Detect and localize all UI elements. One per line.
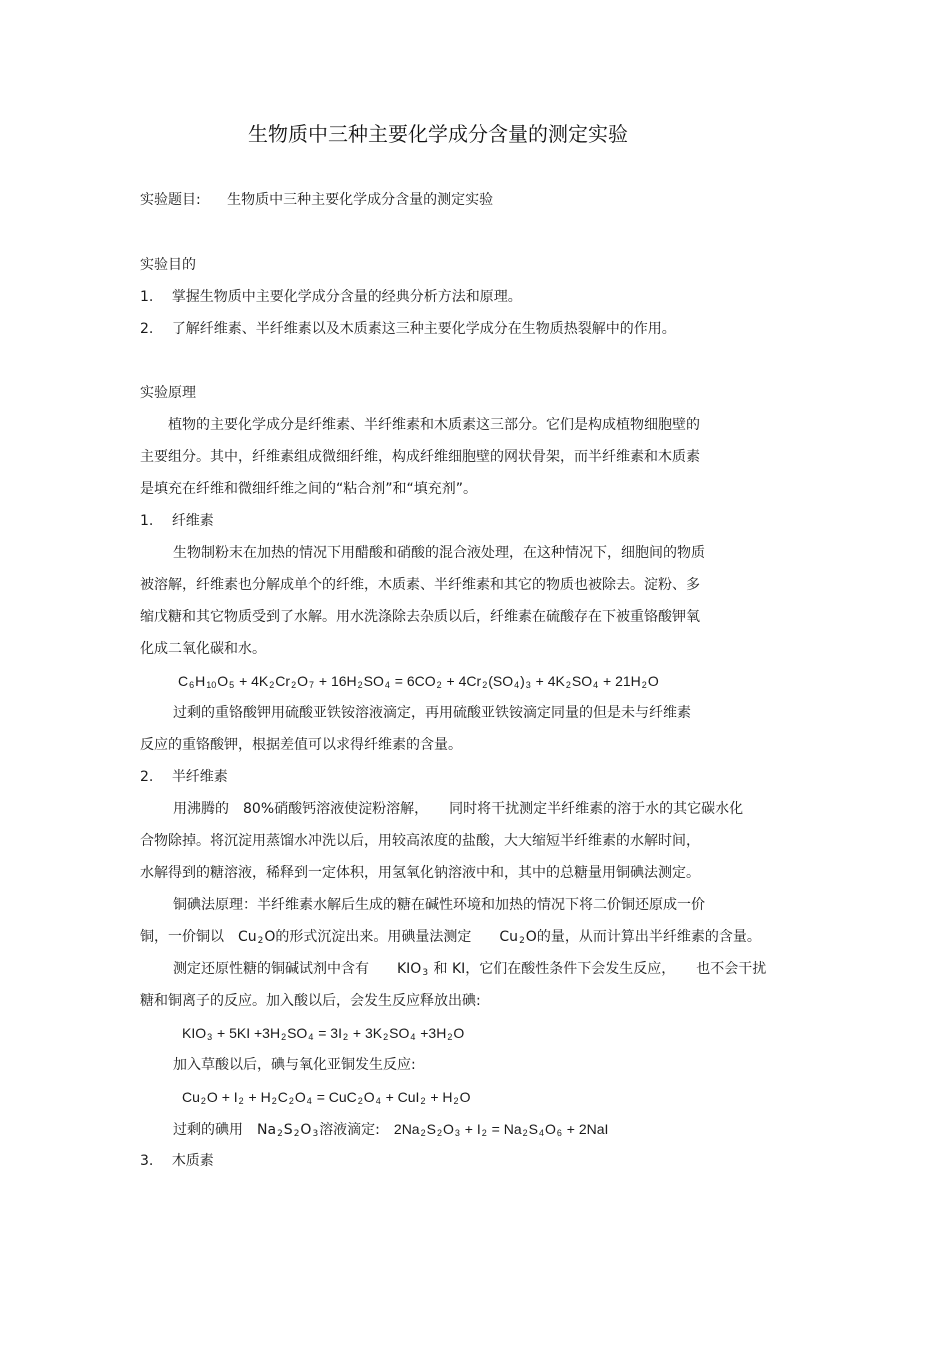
eq-part: Cu (182, 1089, 200, 1105)
eq-part: S (426, 1121, 436, 1137)
eq-subscript: 2 (357, 1096, 363, 1106)
eq-part: O (363, 1089, 375, 1105)
eq-part: SO (389, 1025, 410, 1041)
eq-subscript: 2 (481, 1128, 487, 1138)
eq-part: O (544, 1121, 556, 1137)
eq-subscript: 10 (206, 680, 217, 690)
text-part: O的量，从而计算出半纤维素的含量。 (525, 929, 761, 945)
eq-subscript: 2 (436, 680, 442, 690)
eq-part: O (647, 673, 659, 689)
cu-iodine-principle-line: 铜碘法原理：半纤维素水解后生成的糖在碱性环境和加热的情况下将二价铜还原成一价 (173, 897, 705, 913)
eq-part: O (459, 1089, 471, 1105)
eq-subscript: 4 (375, 1096, 381, 1106)
cu-iodine-principle-line (140, 928, 761, 948)
eq-part: = 6CO (390, 673, 436, 689)
eq-subscript: 2 (342, 1032, 348, 1042)
eq-part: 2Na (393, 1121, 420, 1137)
eq-subscript: 4 (410, 1032, 416, 1042)
eq-part: O (297, 673, 308, 689)
eq-subscript: 4 (538, 1128, 544, 1138)
eq-part: H (195, 673, 206, 689)
hemicellulose-heading (140, 768, 228, 786)
text-part: 和 KI，它们在酸性条件下会发生反应， 也不会干扰 (429, 961, 767, 977)
eq-part: O + I (206, 1089, 238, 1105)
eq-subscript: 4 (306, 1096, 312, 1106)
purpose-item (140, 320, 676, 338)
eq-subscript: 3 (207, 1032, 213, 1042)
thiosulfate-equation (394, 1121, 609, 1137)
text-subscript: 2 (277, 1129, 283, 1139)
eq-part: + 4Cr (442, 673, 482, 689)
eq-subscript: 2 (383, 1032, 389, 1042)
eq-part: SO (571, 673, 593, 689)
eq-part: O (453, 1025, 465, 1041)
eq-subscript: 2 (482, 680, 488, 690)
eq-part: + 5KI +3H (213, 1025, 281, 1041)
text-part: 测定还原性糖的铜碱试剂中含有 KIO (173, 961, 422, 977)
eq-part: +3H (416, 1025, 447, 1041)
cellulose-oxidation-equation (178, 672, 659, 692)
purpose-item (140, 288, 522, 306)
lignin-number: 3. (140, 1153, 154, 1169)
text-subscript: 2 (293, 1129, 300, 1139)
eq-subscript: 2 (269, 680, 275, 690)
eq-part: ) (520, 673, 525, 689)
eq-subscript: 2 (357, 680, 363, 690)
eq-part: KIO (182, 1025, 207, 1041)
hemicellulose-number: 2. (140, 769, 154, 785)
eq-subscript: 2 (420, 1096, 426, 1106)
text-part: O (300, 1122, 312, 1138)
reagent-line: 糖和铜离子的反应。加入酸以后，会发生反应释放出碘: (140, 993, 481, 1009)
eq-part: = 3I (314, 1025, 342, 1041)
eq-part: + CuI (381, 1089, 420, 1105)
purpose-item-text: 了解纤维素、半纤维素以及木质素这三种主要化学成分在生物质热裂解中的作用。 (171, 321, 676, 337)
purpose-item-number: 2. (140, 321, 154, 337)
iodine-cuprous-equation (182, 1088, 470, 1108)
eq-part: C (277, 1089, 288, 1105)
eq-part: O (294, 1089, 306, 1105)
eq-part: SO (287, 1025, 308, 1041)
eq-subscript: 2 (641, 680, 647, 690)
eq-subscript: 2 (200, 1096, 206, 1106)
eq-subscript: 3 (525, 680, 531, 690)
eq-part: + 2NaI (562, 1121, 609, 1137)
eq-part: + H (426, 1089, 453, 1105)
eq-subscript: 2 (453, 1096, 459, 1106)
eq-subscript: 2 (420, 1128, 426, 1138)
eq-part: + 16H (315, 673, 357, 689)
eq-subscript: 2 (522, 1128, 528, 1138)
eq-subscript: 2 (238, 1096, 244, 1106)
eq-subscript: 2 (288, 1096, 294, 1106)
purpose-item-number: 1. (140, 289, 154, 305)
cellulose-text-line: 缩戊糖和其它物质受到了水解。用水洗涤除去杂质以后，纤维素在硫酸存在下被重铬酸钾氧 (140, 609, 700, 625)
eq-part: + 21H (599, 673, 641, 689)
eq-part: SO (363, 673, 384, 689)
eq-part: O (217, 673, 229, 689)
eq-part: S (528, 1121, 538, 1137)
topic-line (140, 191, 493, 209)
cellulose-title: 纤维素 (171, 513, 214, 529)
text-part: S (283, 1122, 293, 1138)
text-part: 溶液滴定: (319, 1122, 394, 1138)
eq-subscript: 2 (436, 1128, 442, 1138)
eq-part: + H (244, 1089, 271, 1105)
eq-part: = Na (487, 1121, 522, 1137)
page-title: 生物质中三种主要化学成分含量的测定实验 (248, 122, 628, 146)
eq-subscript: 7 (308, 680, 314, 690)
text-subscript: 2 (519, 936, 525, 946)
eq-subscript: 4 (308, 1032, 314, 1042)
principle-intro-line: 是填充在纤维和微细纤维之间的“粘合剂”和“填充剂”。 (140, 481, 478, 497)
iodine-release-equation (182, 1024, 464, 1044)
eq-subscript: 3 (454, 1128, 460, 1138)
lignin-title: 木质素 (171, 1153, 214, 1169)
eq-part: + 3K (349, 1025, 383, 1041)
topic-value: 生物质中三种主要化学成分含量的测定实验 (227, 192, 494, 208)
principle-intro-line: 植物的主要化学成分是纤维素、半纤维素和木质素这三部分。它们是构成植物细胞壁的 (168, 417, 700, 433)
cellulose-after-line: 反应的重铬酸钾，根据差值可以求得纤维素的含量。 (140, 737, 462, 753)
reagent-line (173, 960, 766, 980)
eq-subscript: 2 (447, 1032, 453, 1042)
eq-part: C (178, 673, 189, 689)
purpose-item-text: 掌握生物质中主要化学成分含量的经典分析方法和原理。 (171, 289, 522, 305)
eq-part: O (442, 1121, 454, 1137)
text-part: 过剩的碘用 Na (173, 1122, 277, 1138)
eq-subscript: 2 (291, 680, 297, 690)
principle-heading: 实验原理 (140, 385, 196, 401)
eq-part: + 4K (531, 673, 565, 689)
hemicellulose-text-line: 水解得到的糖溶液，稀释到一定体积，用氢氧化钠溶液中和，其中的总糖量用铜碘法测定。 (140, 865, 700, 881)
cellulose-heading (140, 512, 214, 530)
hemicellulose-text-line: 用沸腾的 80%硝酸钙溶液使淀粉溶解， 同时将干扰测定半纤维素的溶于水的其它碳水化 (173, 801, 744, 817)
eq-subscript: 4 (514, 680, 520, 690)
eq-subscript: 5 (229, 680, 235, 690)
eq-subscript: 2 (281, 1032, 287, 1042)
cellulose-number: 1. (140, 513, 154, 529)
thiosulfate-titration-line (173, 1120, 608, 1141)
cellulose-text-line: 被溶解，纤维素也分解成单个的纤维，木质素、半纤维素和其它的物质也被除去。淀粉、多 (140, 577, 700, 593)
eq-part: + I (460, 1121, 481, 1137)
hemicellulose-title: 半纤维素 (171, 769, 228, 785)
text-subscript: 3 (312, 1129, 319, 1139)
purpose-heading: 实验目的 (140, 257, 196, 273)
text-part: 铜，一价铜以 Cu (140, 929, 257, 945)
text-subscript: 2 (257, 936, 264, 946)
hemicellulose-text-line: 合物除掉。将沉淀用蒸馏水冲洗以后，用较高浓度的盐酸，大大缩短半纤维素的水解时间， (140, 833, 700, 849)
eq-subscript: 6 (189, 680, 195, 690)
eq-part: + 4K (235, 673, 269, 689)
oxalic-acid-line: 加入草酸以后，碘与氧化亚铜发生反应: (173, 1057, 416, 1073)
cellulose-text-line: 生物制粉末在加热的情况下用醋酸和硝酸的混合液处理，在这种情况下，细胞间的物质 (173, 545, 705, 561)
eq-subscript: 2 (565, 680, 571, 690)
eq-subscript: 4 (384, 680, 390, 690)
eq-subscript: 6 (556, 1128, 562, 1138)
text-subscript: 3 (422, 968, 429, 978)
topic-label: 实验题目: (140, 192, 201, 208)
cellulose-text-line: 化成二氧化碳和水。 (140, 641, 266, 657)
eq-subscript: 2 (271, 1096, 277, 1106)
eq-part: (SO (488, 673, 514, 689)
principle-intro-line: 主要组分。其中，纤维素组成微细纤维，构成纤维细胞壁的网状骨架，而半纤维素和木质素 (140, 449, 700, 465)
text-part: O的形式沉淀出来。用碘量法测定 Cu (264, 929, 519, 945)
eq-part: = CuC (312, 1089, 357, 1105)
eq-part: Cr (275, 673, 291, 689)
lignin-heading (140, 1152, 214, 1170)
cellulose-after-line: 过剩的重铬酸钾用硫酸亚铁铵溶液滴定，再用硫酸亚铁铵滴定同量的但是未与纤维素 (173, 705, 691, 721)
eq-subscript: 4 (593, 680, 599, 690)
